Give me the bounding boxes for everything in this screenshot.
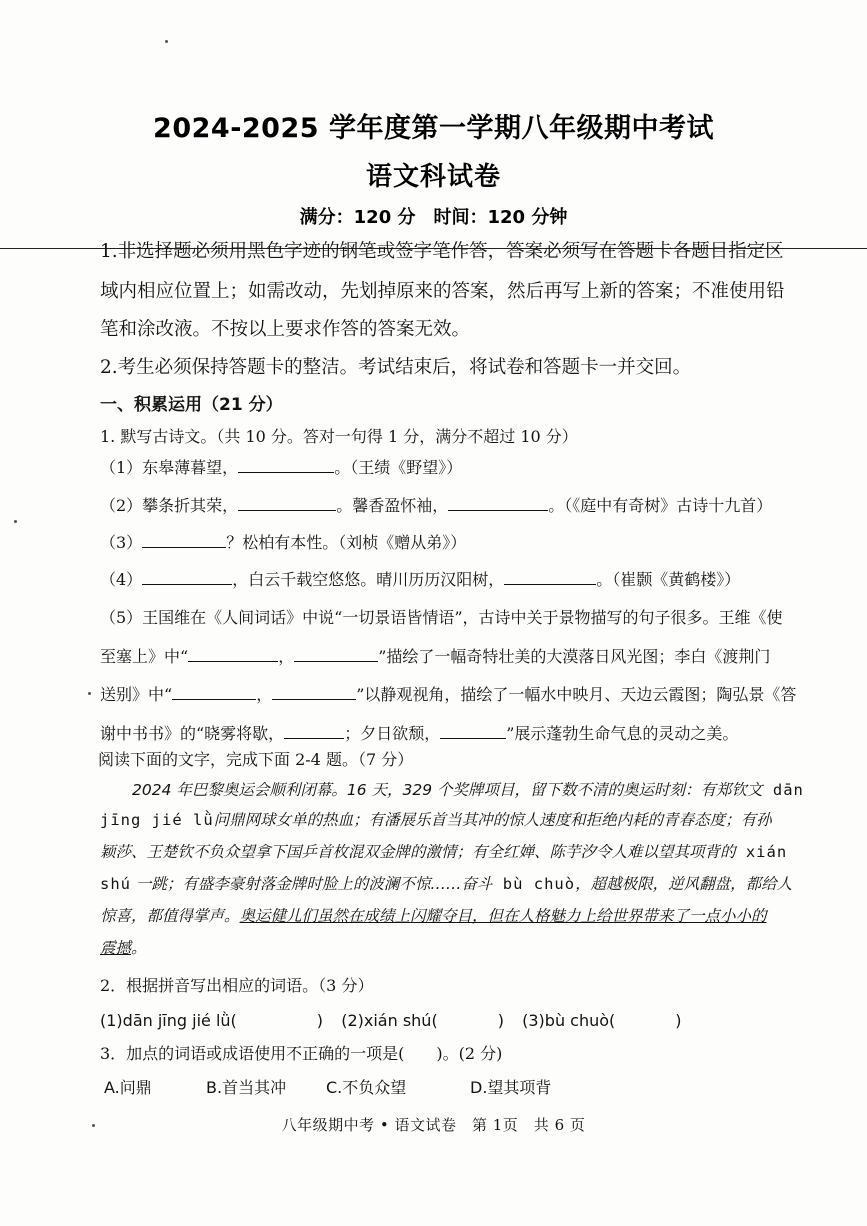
- scan-speck: [14, 520, 17, 523]
- answer-blank[interactable]: [172, 683, 256, 700]
- option-a[interactable]: A.问鼎: [104, 1078, 152, 1097]
- passage-line-4: shú 一跳；有盛李豪射落金牌时脸上的波澜不惊……奋斗 bù chuò，超越极限，逆风翻盘，都给人: [100, 875, 793, 893]
- notice-line-3: 笔和涂改液。不按以上要求作答的答案无效。: [100, 319, 471, 340]
- answer-blank[interactable]: [238, 494, 336, 511]
- poem-item-3: （3） ？松柏有本性。（刘桢《赠从弟》）: [100, 533, 467, 552]
- answer-blank[interactable]: [142, 568, 232, 585]
- passage-line-6: 震撼。: [100, 939, 147, 957]
- poem-item-5-line-1: （5）王国维在《人间词话》中说“一切景语皆情语”，古诗中关于景物描写的句子很多。王维《使: [100, 608, 783, 627]
- answer-blank[interactable]: [272, 683, 356, 700]
- scan-speck: [92, 1124, 95, 1127]
- passage-line-5: 惊喜，都值得掌声。奥运健儿们虽然在成绩上闪耀夺目，但在人格魅力上给世界带来了一点小小的: [100, 907, 767, 925]
- reading-intro: 阅读下面的文字，完成下面 2-4 题。（7 分）: [98, 750, 414, 769]
- passage-line-2: jīng jié lǜ问鼎网球女单的热血；有潘展乐首当其冲的惊人速度和拒绝内耗的青春态度；有孙: [100, 811, 772, 829]
- poem-item-4: （4） ，白云千载空悠悠。晴川历历汉阳树， 。（崔颢《黄鹤楼》）: [100, 570, 741, 589]
- answer-blank[interactable]: [294, 645, 378, 662]
- answer-blank[interactable]: [448, 494, 548, 511]
- poem-item-5-line-3: 送别》中“ ， ”以静观视角，描绘了一幅水中映月、天边云霞图；陶弘景《答: [100, 685, 797, 704]
- answer-blank[interactable]: [440, 722, 506, 739]
- question-1-title: 1. 默写古诗文。（共 10 分。答对一句得 1 分，满分不超过 10 分）: [100, 427, 578, 446]
- notice-line-1: 1.非选择题必须用黑色字迹的钢笔或签字笔作答，答案必须写在答题卡各题目指定区: [100, 241, 784, 262]
- answer-blank[interactable]: [504, 568, 596, 585]
- answer-blank[interactable]: [284, 722, 344, 739]
- option-c[interactable]: C.不负众望: [326, 1078, 407, 1097]
- option-d[interactable]: D.望其项背: [470, 1078, 552, 1097]
- answer-blank[interactable]: [238, 456, 334, 473]
- question-2-title: 2．根据拼音写出相应的词语。（3 分）: [100, 976, 374, 995]
- question-3-title: 3．加点的词语或成语使用不正确的一项是( )。(2 分): [100, 1044, 503, 1063]
- section-title: 一、积累运用（21 分）: [100, 395, 283, 415]
- notice-line-2: 域内相应位置上；如需改动，先划掉原来的答案，然后再写上新的答案；不准使用铅: [100, 281, 785, 302]
- option-b[interactable]: B.首当其冲: [206, 1078, 287, 1097]
- exam-title: 2024-2025 学年度第一学期八年级期中考试: [153, 113, 714, 144]
- scan-speck: [165, 40, 168, 43]
- poem-item-5-line-2: 至塞上》中“ ， ”描绘了一幅奇特壮美的大漠落日风光图；李白《渡荆门: [100, 647, 771, 666]
- poem-item-1: （1）东皋薄暮望， 。（王绩《野望》）: [100, 458, 463, 477]
- underlined-sentence: 奥运健儿们虽然在成绩上闪耀夺目，但在人格魅力上给世界带来了一点小小的: [239, 907, 767, 925]
- question-2-answers: (1)dān jīng jié lǜ( ) (2)xián shú( ) (3)bù chuò( ): [100, 1011, 682, 1030]
- answer-blank[interactable]: [142, 531, 226, 548]
- exam-subject: 语文科试卷: [365, 162, 501, 192]
- exam-meta: 满分：120 分 时间：120 分钟: [299, 207, 568, 228]
- notice-line-4: 2.考生必须保持答题卡的整洁。考试结束后，将试卷和答题卡一并交回。: [100, 357, 692, 378]
- passage-line-3: 颖莎、王楚钦不负众望拿下国乒首枚混双金牌的激情；有全红婵、陈芋汐令人难以望其项背的 xián: [100, 843, 788, 861]
- poem-item-2: （2）攀条折其荣， 。馨香盈怀袖， 。（《庭中有奇树》古诗十九首）: [100, 496, 773, 515]
- answer-blank[interactable]: [188, 645, 278, 662]
- scan-speck: [88, 692, 91, 695]
- page-footer: 八年级期中考 • 语文试卷 第 1页 共 6 页: [281, 1116, 586, 1134]
- passage-line-1: 2024 年巴黎奥运会顺利闭幕。16 天，329 个奖牌项目，留下数不清的奥运时刻：有郑钦文 dān: [132, 781, 804, 799]
- poem-item-5-line-4: 谢中书书》的“晓雾将歇， ；夕日欲颓， ”展示蓬勃生命气息的灵动之美。: [100, 724, 739, 743]
